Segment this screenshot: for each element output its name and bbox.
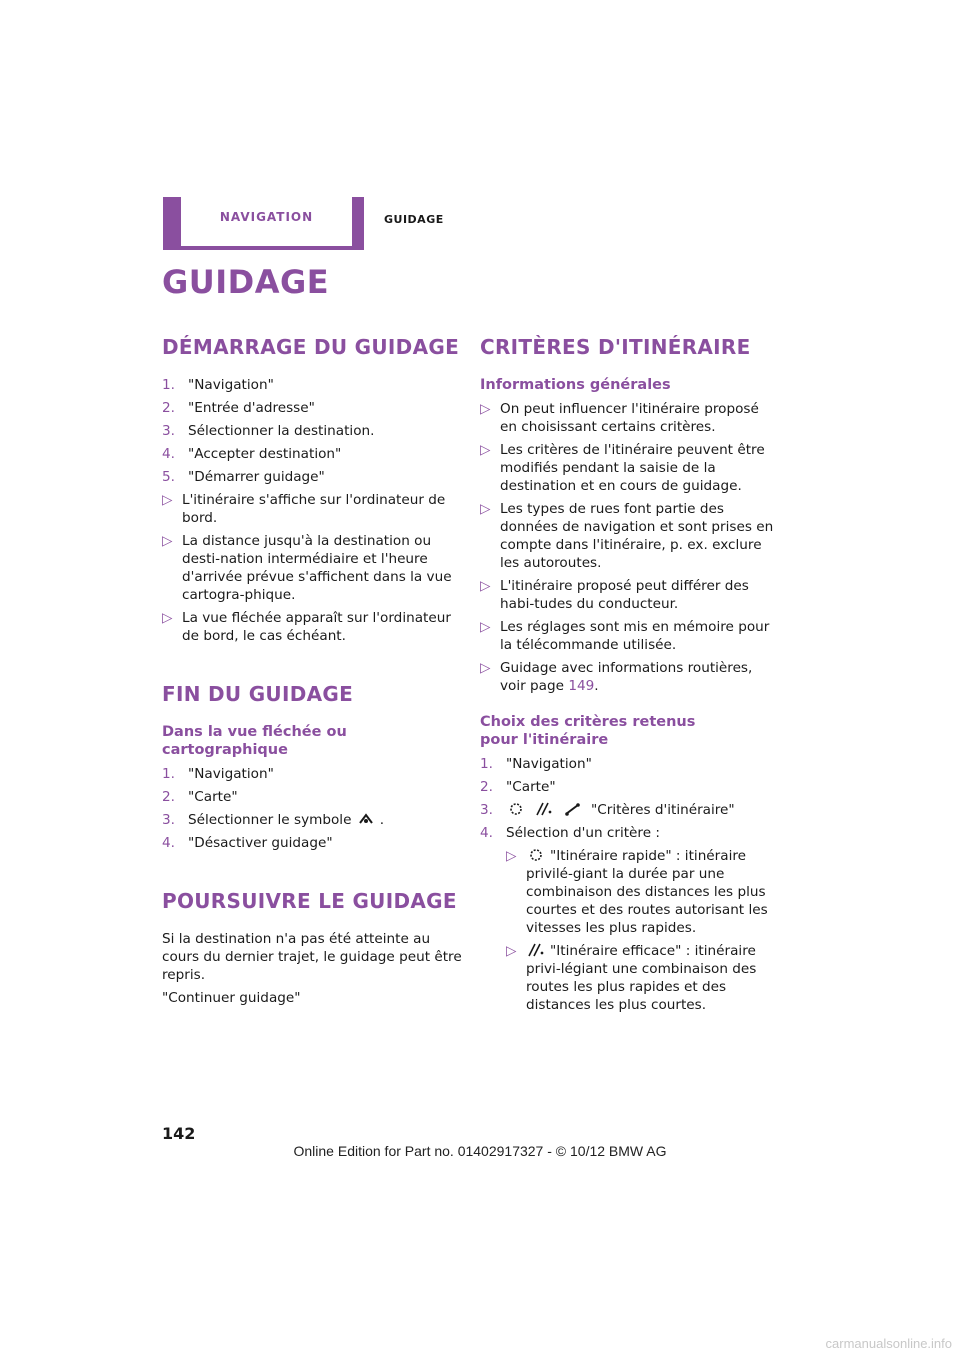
list-item: 4. "Désactiver guidage": [162, 835, 333, 851]
list-item: 1. "Navigation": [162, 377, 274, 393]
guidance-symbol-icon: [356, 812, 376, 826]
subheading-choose-criteria: Choix des critères retenus pour l'itinéraire: [480, 714, 696, 748]
heading-continue-guidance: POURSUIVRE LE GUIDAGE: [162, 889, 457, 913]
section-tab-label: NAVIGATION: [219, 210, 314, 224]
right-column: [480, 334, 780, 1019]
option-item: ▷ "Itinéraire rapide" : itinéraire privilé-giant la durée par une combinaison des distances les plus courtes et des routes autorisant les vitesses les plus rapides.: [506, 848, 768, 936]
efficient-route-icon: [526, 943, 546, 957]
bullet-item: ▷ Les types de rues font partie des données de navigation et sont prises en compte dans l'itinéraire, p. ex. exclure les autoroutes.: [480, 501, 774, 571]
bullet-icon: ▷: [506, 943, 517, 959]
bullet-icon: ▷: [162, 610, 173, 626]
subheading-general-info: Informations générales: [480, 377, 671, 393]
paragraph: Si la destination n'a pas été atteinte au cours du dernier trajet, le guidage peut être repris.: [162, 931, 462, 983]
list-item: 3. Sélectionner le symbole .: [162, 812, 385, 828]
page-number: 142: [162, 1124, 196, 1143]
list-item: 1. "Navigation": [162, 766, 274, 782]
fast-route-icon: [506, 802, 526, 816]
bullet-icon: ▷: [506, 848, 517, 864]
efficient-route-icon: [534, 802, 554, 816]
bullet-item: ▷ La distance jusqu'à la destination ou desti-nation intermédiaire et l'heure d'arrivée prévue s'affichent dans la vue cartogra-phique.: [162, 533, 452, 603]
list-item: 4. Sélection d'un critère :: [480, 825, 660, 841]
bullet-item: ▷ Les réglages sont mis en mémoire pour la télécommande utilisée.: [480, 619, 770, 653]
bullet-item: ▷ Guidage avec informations routières, voir page 149.: [480, 660, 753, 694]
page-link[interactable]: 149: [568, 678, 595, 694]
watermark: carmanualsonline.info: [825, 1336, 952, 1351]
bullet-icon: ▷: [480, 660, 491, 676]
current-section-label: GUIDAGE: [384, 213, 444, 226]
list-item: 2. "Carte": [162, 789, 238, 805]
heading-route-criteria: CRITÈRES D'ITINÉRAIRE: [480, 335, 751, 359]
option-item: ▷ "Itinéraire efficace" : itinéraire privi-légiant une combinaison des routes les plus rapides et des distances les plus courtes.: [506, 943, 757, 1013]
list-item: 3. Sélectionner la destination.: [162, 423, 375, 439]
list-item: 2. "Carte": [480, 779, 556, 795]
list-item: 5. "Démarrer guidage": [162, 469, 325, 485]
heading-end-guidance: FIN DU GUIDAGE: [162, 682, 354, 706]
bullet-icon: ▷: [480, 501, 491, 517]
bullet-icon: ▷: [162, 533, 173, 549]
subheading-arrow-map-view: Dans la vue fléchée ou cartographique: [162, 724, 347, 758]
bullet-item: ▷ On peut influencer l'itinéraire proposé en choisissant certains critères.: [480, 401, 759, 435]
bullet-icon: ▷: [480, 401, 491, 417]
list-item: 3. "Critères d'itinéraire": [480, 802, 735, 818]
left-column: [162, 334, 462, 1012]
bullet-item: ▷ L'itinéraire proposé peut différer des habi-tudes du conducteur.: [480, 578, 749, 612]
page-title: GUIDAGE: [162, 263, 330, 301]
heading-start-guidance: DÉMARRAGE DU GUIDAGE: [162, 335, 460, 359]
bullet-item: ▷ La vue fléchée apparaît sur l'ordinateur de bord, le cas échéant.: [162, 610, 451, 644]
paragraph: "Continuer guidage": [162, 990, 301, 1006]
bullet-icon: ▷: [480, 619, 491, 635]
bullet-icon: ▷: [480, 442, 491, 458]
list-item: 2. "Entrée d'adresse": [162, 400, 315, 416]
footer-edition: Online Edition for Part no. 01402917327 - © 10/12 BMW AG: [293, 1143, 667, 1159]
fast-route-icon: [526, 848, 546, 862]
bullet-icon: ▷: [162, 492, 173, 508]
list-item: 4. "Accepter destination": [162, 446, 342, 462]
bullet-item: ▷ L'itinéraire s'affiche sur l'ordinateur de bord.: [162, 492, 446, 526]
bullet-item: ▷ Les critères de l'itinéraire peuvent être modifiés pendant la saisie de la destination et en cours de guidage.: [480, 442, 765, 494]
bullet-icon: ▷: [480, 578, 491, 594]
section-tab[interactable]: [163, 197, 364, 250]
short-route-icon: [563, 802, 583, 816]
list-item: 1. "Navigation": [480, 756, 592, 772]
